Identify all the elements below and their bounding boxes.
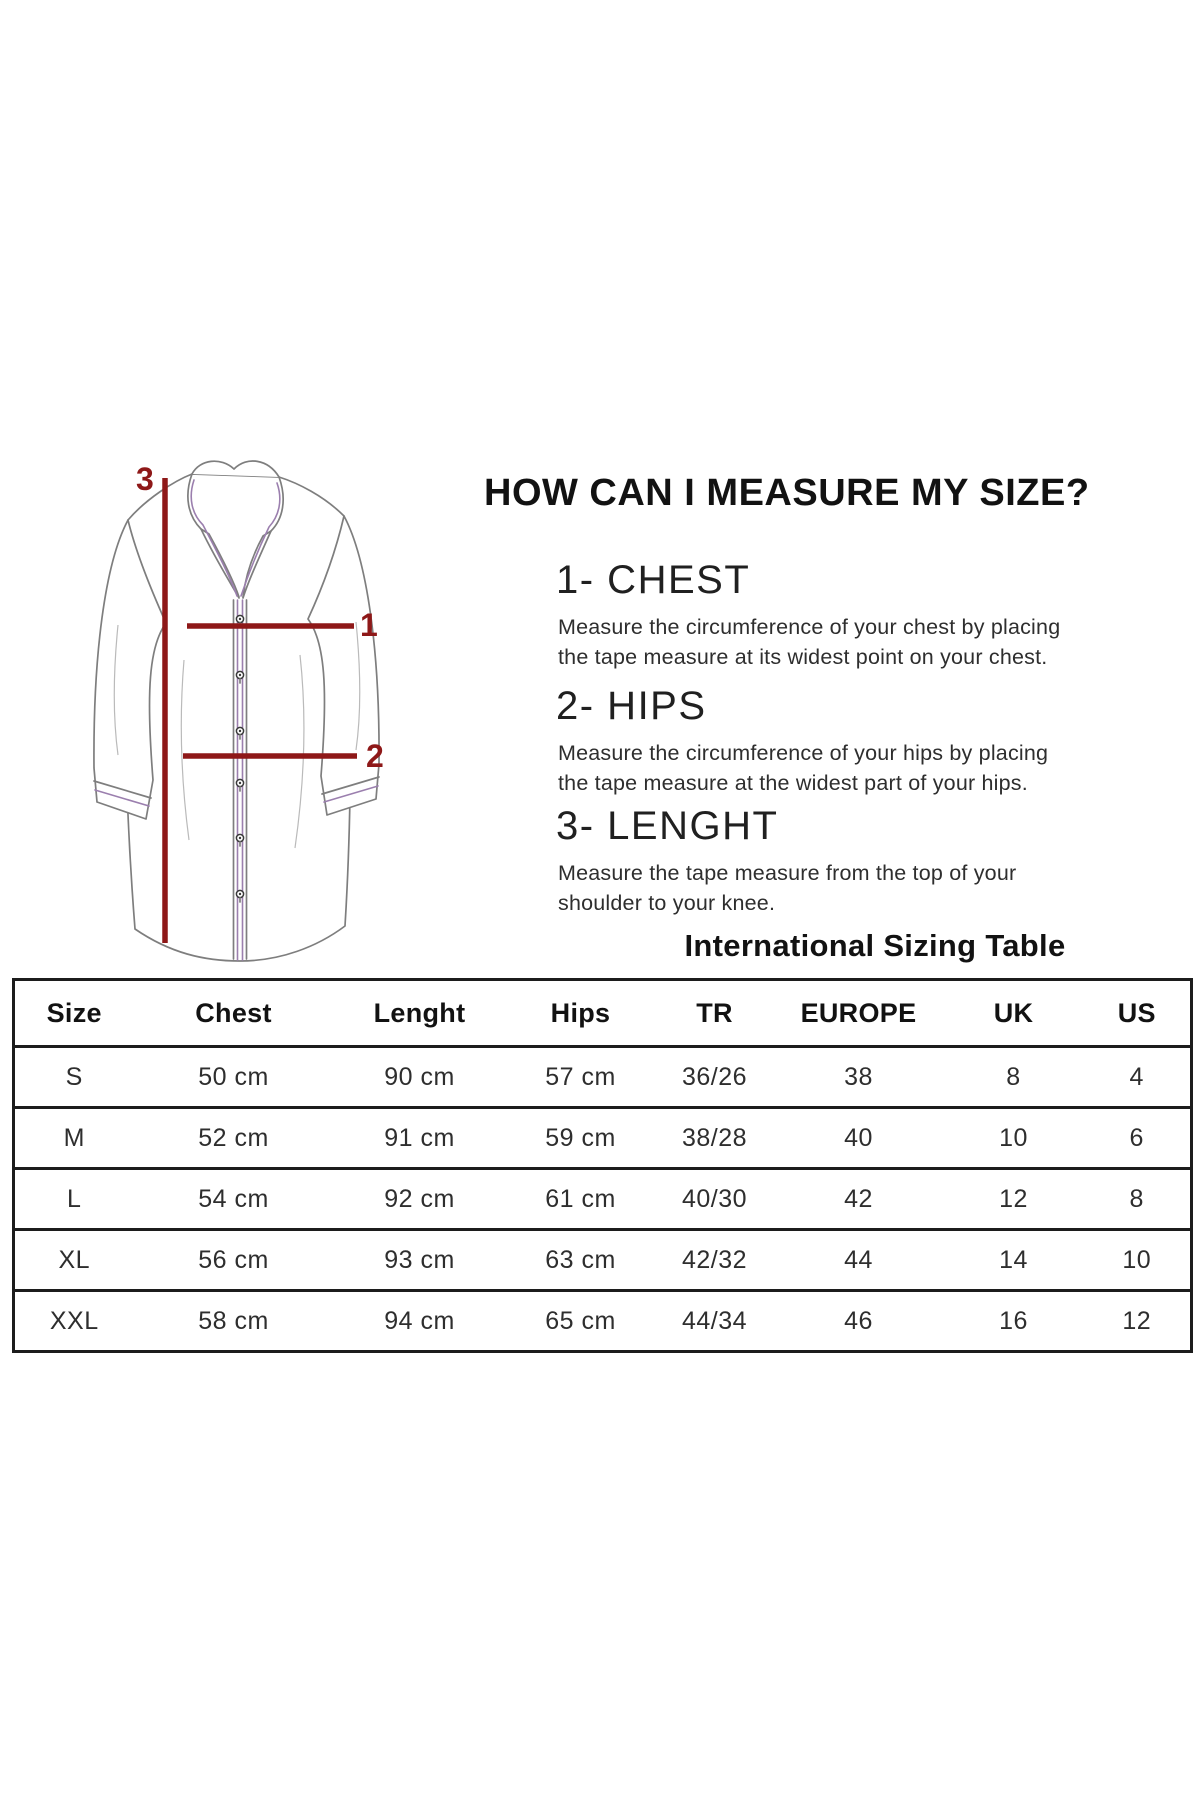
table-row <box>14 1291 1192 1352</box>
table-cell: 63 cm <box>506 1230 656 1291</box>
table-cell: 12 <box>944 1169 1084 1230</box>
table-cell: 61 cm <box>506 1169 656 1230</box>
table-cell: 56 cm <box>134 1230 334 1291</box>
col-header-uk: UK <box>944 980 1084 1047</box>
table-cell: 59 cm <box>506 1108 656 1169</box>
table-cell: 44 <box>774 1230 944 1291</box>
table-cell: 40/30 <box>656 1169 774 1230</box>
table-cell: 36/26 <box>656 1047 774 1108</box>
table-cell: S <box>14 1047 134 1108</box>
section-heading-chest: 1- CHEST <box>556 558 751 602</box>
col-header-chest: Chest <box>134 980 334 1047</box>
table-cell: 42/32 <box>656 1230 774 1291</box>
length-text-line2: shoulder to your knee. <box>558 891 776 915</box>
table-cell: 65 cm <box>545 1306 616 1335</box>
table-cell: 44/34 <box>681 1306 748 1335</box>
table-cell: 91 cm <box>334 1108 506 1169</box>
table-cell: 12 <box>1122 1306 1152 1335</box>
col-header-tr: TR <box>656 980 774 1047</box>
table-cell: XL <box>14 1230 134 1291</box>
table-cell: 90 cm <box>334 1047 506 1108</box>
hips-annotation-label: 2 <box>366 738 384 774</box>
table-cell: M <box>14 1108 134 1169</box>
table-cell: 10 <box>944 1108 1084 1169</box>
table-cell: 8 <box>944 1047 1084 1108</box>
table-cell: 42 <box>774 1169 944 1230</box>
table-cell: 92 cm <box>334 1169 506 1230</box>
col-header-lenght: Lenght <box>334 980 506 1047</box>
table-cell: 50 cm <box>134 1047 334 1108</box>
chest-text-line1: Measure the circumference of your chest by placing <box>558 615 1061 639</box>
chest-annotation-label: 1 <box>360 607 378 643</box>
table-cell: 46 <box>844 1306 873 1335</box>
col-header-europe: EUROPE <box>774 980 944 1047</box>
sizing-table <box>12 978 1193 1353</box>
table-cell: 14 <box>944 1230 1084 1291</box>
table-row <box>14 1230 1192 1291</box>
col-header-size: Size <box>14 980 134 1047</box>
length-annotation-label: 3 <box>136 461 154 497</box>
table-cell: 8 <box>1084 1169 1192 1230</box>
table-cell: 6 <box>1084 1108 1192 1169</box>
table-cell: XXL <box>49 1306 99 1335</box>
table-title: International Sizing Table <box>684 928 1066 963</box>
garment-diagram <box>88 450 420 970</box>
table-cell: 54 cm <box>134 1169 334 1230</box>
table-cell: 16 <box>999 1306 1028 1335</box>
section-heading-length: 3- LENGHT <box>556 804 779 848</box>
table-cell: 58 cm <box>198 1306 269 1335</box>
section-text-chest <box>558 612 1060 672</box>
table-cell: 40 <box>774 1108 944 1169</box>
page-title: HOW CAN I MEASURE MY SIZE? <box>484 472 1090 514</box>
hips-text-line1: Measure the circumference of your hips by placing <box>558 741 1049 765</box>
table-cell: 4 <box>1084 1047 1192 1108</box>
section-heading-hips: 2- HIPS <box>556 684 707 728</box>
col-header-us: US <box>1084 980 1192 1047</box>
table-cell: 94 cm <box>384 1306 455 1335</box>
table-cell: 57 cm <box>506 1047 656 1108</box>
table-row <box>14 1108 1192 1169</box>
table-row <box>14 1169 1192 1230</box>
table-row <box>14 1047 1192 1108</box>
table-cell: L <box>14 1169 134 1230</box>
chest-text-line2: the tape measure at its widest point on your chest. <box>558 645 1048 669</box>
table-cell: 38/28 <box>656 1108 774 1169</box>
table-cell: 93 cm <box>334 1230 506 1291</box>
section-text-hips <box>558 738 1048 798</box>
table-header-row <box>14 980 1192 1047</box>
table-cell: 10 <box>1084 1230 1192 1291</box>
section-text-length <box>558 858 1016 918</box>
length-text-line1: Measure the tape measure from the top of your <box>558 861 1017 885</box>
table-cell: 38 <box>774 1047 944 1108</box>
hips-text-line2: the tape measure at the widest part of your hips. <box>558 771 1028 795</box>
col-header-hips: Hips <box>506 980 656 1047</box>
table-cell: 52 cm <box>134 1108 334 1169</box>
